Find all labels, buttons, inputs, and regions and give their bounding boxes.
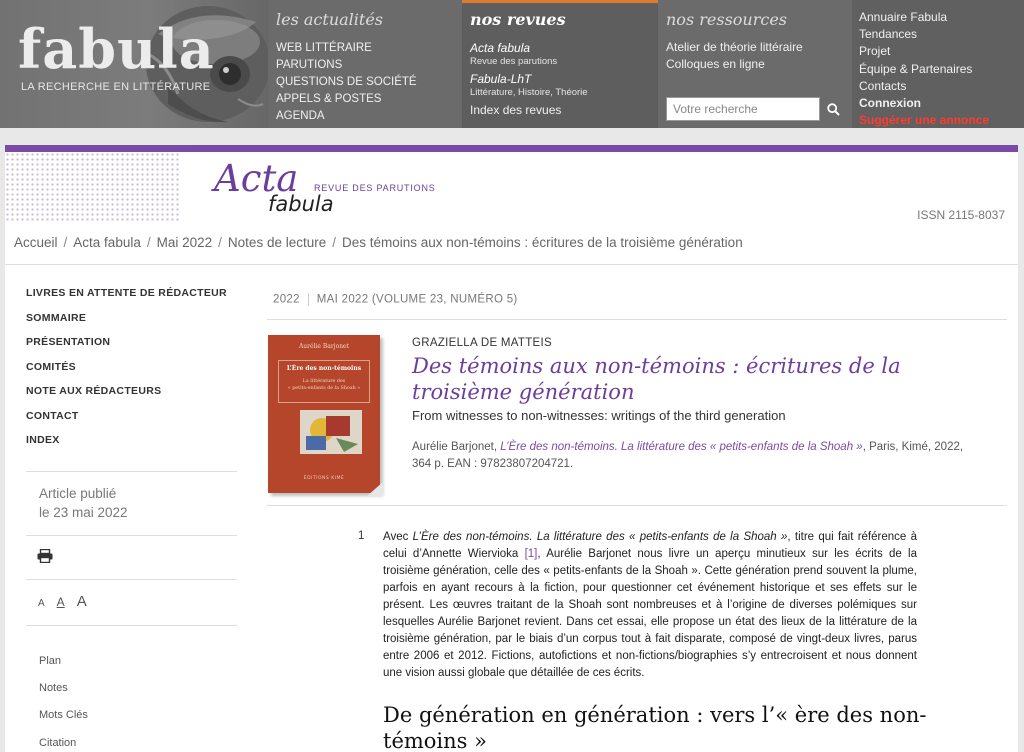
menu-item-index-revues[interactable]: Index des revues [470,103,562,117]
menu-item-tendances[interactable]: Tendances [859,27,918,42]
article-paragraph [383,529,917,682]
breadcrumb-separator: / [218,235,222,250]
para-book-title: L’Ère des non-témoins. La littérature des « petits-enfants de la Shoah » [412,531,788,543]
para-text-1: Avec [383,531,413,543]
menu-item-questions-societe[interactable]: QUESTIONS DE SOCIÉTÉ [276,76,417,88]
menu-actualites-title[interactable]: les actualités [276,10,383,29]
breadcrumb [14,235,743,250]
paragraph-number: 1 [358,530,365,542]
logo-tagline: LA RECHERCHE EN LITTÉRATURE [21,81,211,93]
menu-item-acta-fabula-sub: Revue des parutions [470,56,558,67]
sidebar-divider [26,535,237,536]
menu-ressources-list [666,39,803,73]
published-date: le 23 mai 2022 [39,505,128,520]
search-button[interactable] [822,97,844,121]
book-cover [268,335,380,493]
menu-item-projet[interactable]: Projet [859,44,891,59]
menu-revues [462,0,658,128]
sidebar-item-livres-attente[interactable]: LIVRES EN ATTENTE DE RÉDACTEUR [26,287,227,299]
sidebar-item-comites[interactable]: COMITÉS [26,360,76,373]
logo-wordmark: fabula [18,17,215,81]
menu-item-acta-fabula[interactable]: Acta fabula [470,41,531,55]
search-icon [827,103,840,116]
cover-subtitle-1: La littérature des [302,379,346,384]
tool-mots-cles[interactable]: Mots Clés [39,709,88,722]
menu-revues-title[interactable]: nos revues [470,10,566,29]
menu-item-colloques[interactable]: Colloques en ligne [666,57,765,71]
tool-plan[interactable]: Plan [39,655,62,667]
sidebar-item-contact[interactable]: CONTACT [26,409,79,422]
publication-info [39,484,128,522]
para-text-3: , Aurélie Barjonet nous livre un aperçu minutieux sur les écrits de la troisième génération, celle des « petits-enfants de la Shoah ». Cette génération prend souvent la plume, parfois en ayant recours à la fiction, pour questionner cet événement historique et ses effets sur le présent. Les œuvres traitant de la Shoah sont nombreuses et à l’origine de diverses polémiques sur lesquelles Aurélie Barjonet revient. Dans cet essai, elle propose un état des lieux de la littérature de la troisième génération, par le biais d’un corpus tout à fait disparate, composé de vingt-deux livres, parus entre 2006 et 2012. Fictions, autofictions et non-fictions/biographies s’y entrecroisent et nous donnent une vision aussi globale que détaillée de ces écrits. [383,548,918,680]
breadcrumb-separator: / [332,235,336,250]
para-text-2: , titre qui fait référence à celui d’Annette Wiervioka [383,531,917,561]
breadcrumb-current: Des témoins aux non-témoins : écritures de la troisième génération [342,235,743,250]
menu-ressources-title[interactable]: nos ressources [666,10,787,29]
cover-publisher: ÉDITIONS KIMÉ [303,476,345,481]
menu-actualites [268,0,462,128]
footnote-link[interactable]: [1] [524,548,538,561]
sidebar-divider [26,471,237,472]
tool-citation[interactable]: Citation [39,736,77,749]
font-size-medium[interactable]: A [56,595,65,609]
menu-item-contacts[interactable]: Contacts [859,78,907,93]
breadcrumb-accueil[interactable]: Accueil [14,235,58,250]
page-card [5,145,1018,752]
site-header [0,0,1024,128]
font-size-controls [38,593,87,610]
breadcrumb-divider [5,264,1018,265]
book-reference [412,439,982,473]
article-author[interactable]: GRAZIELLA DE MATTEIS [412,337,552,349]
acta-logo-tagline: REVUE DES PARUTIONS [314,183,436,193]
reference-details: , Paris, Kimé, 2022, 364 p. EAN : 97823807204721. [412,441,964,470]
article-title-en: From witnesses to non-witnesses: writings of the third generation [412,408,786,423]
section-heading: De génération en génération : vers l’« ère des non-témoins » [383,703,927,752]
search-input[interactable] [666,97,820,121]
suggest-link[interactable]: Suggérer une annonce [859,113,990,128]
cover-title: L’Ère des non-témoins [286,365,362,372]
issue-number[interactable]: MAI 2022 (VOLUME 23, NUMÉRO 5) [316,293,518,306]
acta-logo-word[interactable]: Acta [214,157,299,200]
published-label: Article publié [39,486,117,501]
menu-item-web-litteraire[interactable]: WEB LITTÉRAIRE [276,42,372,54]
dot-pattern-decoration [5,152,180,222]
reference-book-link[interactable]: L’Ère des non-témoins. La littérature des « petits-enfants de la Shoah » [500,441,863,453]
menu-ressources [658,0,852,128]
menu-item-annuaire[interactable]: Annuaire Fabula [859,10,948,24]
issue-divider [267,319,1007,320]
issue-year[interactable]: 2022 [273,293,300,306]
breadcrumb-mai-2022[interactable]: Mai 2022 [156,235,213,250]
sidebar-divider [26,579,237,580]
menu-item-agenda[interactable]: AGENDA [276,110,325,122]
sidebar-item-sommaire[interactable]: SOMMAIRE [26,311,87,324]
menu-revues-list [470,41,588,117]
menu-item-atelier[interactable]: Atelier de théorie littéraire [666,40,803,54]
tool-notes[interactable]: Notes [39,682,68,695]
menu-item-equipe[interactable]: Équipe & Partenaires [859,61,973,76]
article-tools [39,648,88,752]
cover-author: Aurélie Barjonet [298,343,350,350]
menu-actualites-list [276,40,417,125]
menu-item-fabula-lht-sub: Littérature, Histoire, Théorie [470,87,588,98]
font-size-large[interactable]: A [76,593,87,610]
cover-artwork-icon [300,410,362,454]
sidebar-item-index[interactable]: INDEX [26,434,60,446]
header-divider [267,505,1007,506]
menu-item-appels-postes[interactable]: APPELS & POSTES [276,93,382,105]
menu-item-fabula-lht[interactable]: Fabula-LhT [470,72,532,86]
issn: ISSN 2115-8037 [917,208,1005,222]
breadcrumb-notes-lecture[interactable]: Notes de lecture [227,235,327,250]
sidebar-divider [26,625,237,626]
menu-item-parutions[interactable]: PARUTIONS [276,59,343,71]
menu-right-list [859,9,989,129]
issue-info [273,293,518,306]
reference-author: Aurélie Barjonet, [412,441,501,453]
site-logo[interactable] [0,0,268,128]
cover-subtitle-2: « petits-enfants de la Shoah » [287,386,361,391]
page-curl-icon [367,482,383,496]
article-title: Des témoins aux non-témoins : écritures de la troisième génération [412,354,901,404]
breadcrumb-separator: / [63,235,68,250]
breadcrumb-acta-fabula[interactable]: Acta fabula [73,235,141,250]
sidebar-nav [26,281,227,453]
sidebar-item-note-redacteurs[interactable]: NOTE AUX RÉDACTEURS [26,385,162,397]
breadcrumb-separator: / [146,235,151,250]
font-size-small[interactable]: A [38,598,45,609]
print-icon[interactable] [37,549,53,563]
acta-logo-fabula[interactable]: fabula [268,192,334,216]
issue-separator [308,293,309,306]
login-link[interactable]: Connexion [859,96,921,111]
sidebar-item-presentation[interactable]: PRÉSENTATION [26,336,111,348]
menu-right [852,0,1024,128]
